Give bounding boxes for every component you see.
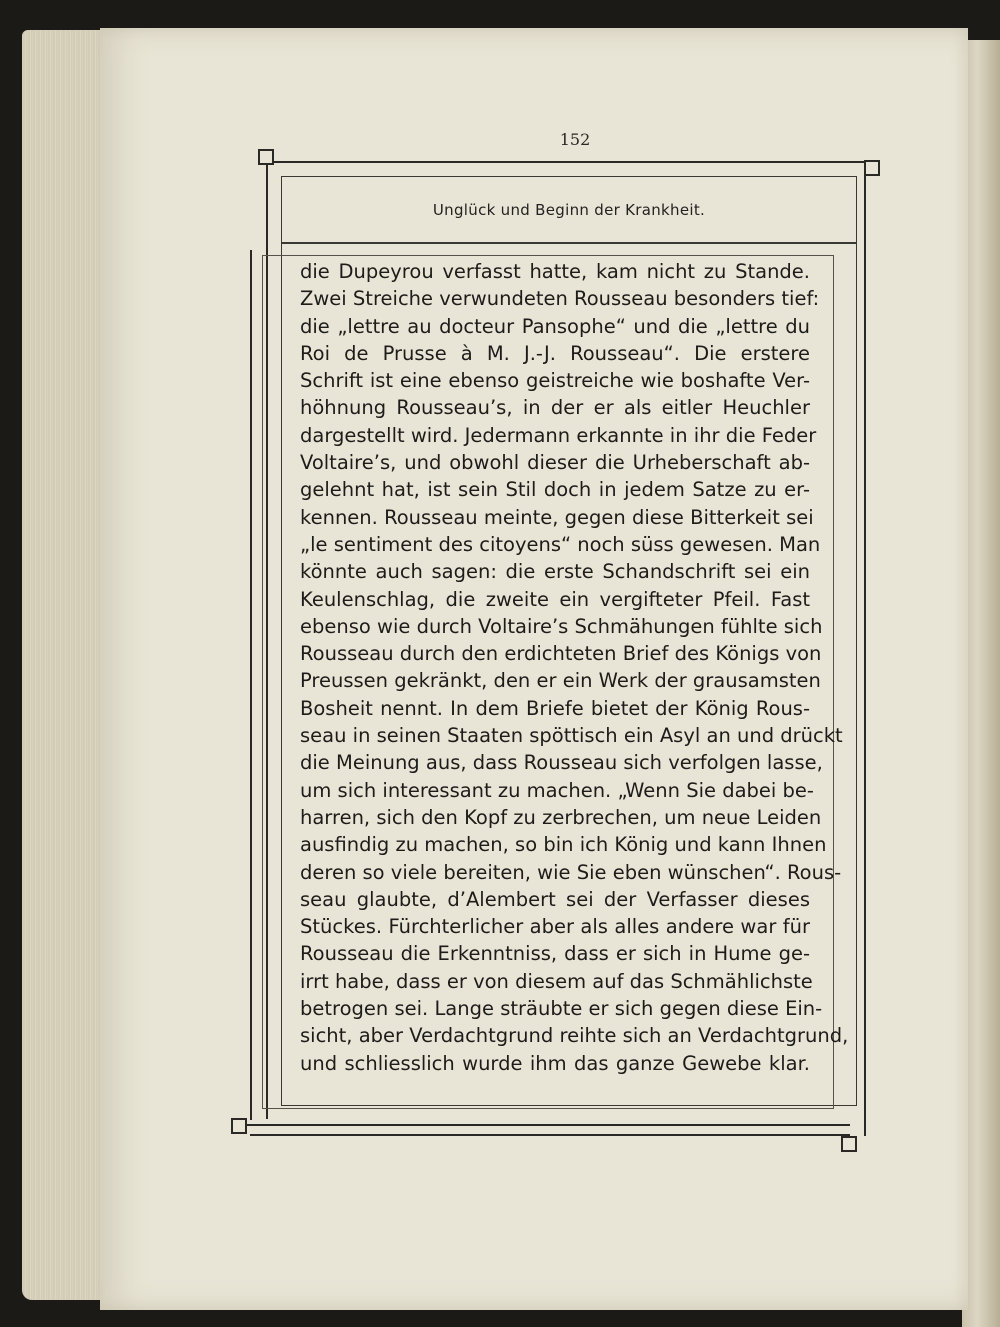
body-text: [300, 258, 849, 1077]
text-line: deren so viele bereiten, wie Sie eben wünschen“. Rous-: [300, 860, 842, 884]
text-line: dargestellt wird. Jedermann erkannte in ihr die Feder: [300, 423, 817, 447]
page-number: 152: [559, 130, 591, 149]
text-line: seau glaubte, d’Alembert sei der Verfasser dieses: [300, 887, 810, 911]
text-line: Rousseau die Erkenntniss, dass er sich in Hume ge-: [300, 942, 810, 966]
text-line: die Dupeyrou verfasst hatte, kam nicht zu Stande.: [300, 260, 810, 283]
text-line: Zwei Streiche verwundeten Rousseau besonders tief:: [300, 287, 820, 311]
running-head: Unglück und Beginn der Krankheit.: [432, 201, 706, 219]
text-line: Stückes. Fürchterlicher aber als alles andere war für: [300, 915, 810, 939]
frame-corner-top-left: [258, 149, 274, 165]
text-line: ebenso wie durch Voltaire’s Schmähungen fühlte sich: [300, 614, 823, 638]
text-line: um sich interessant zu machen. „Wenn Sie dabei be-: [300, 778, 814, 802]
frame-left-outer-line: [250, 250, 252, 1120]
text-line: die Meinung aus, dass Rousseau sich verfolgen lasse,: [300, 751, 823, 775]
frame-right-line: [864, 168, 866, 1136]
frame-top-line: [266, 161, 872, 163]
text-line: sicht, aber Verdachtgrund reihte sich an Verdachtgrund,: [300, 1024, 849, 1048]
frame-bottom-line: [238, 1124, 850, 1126]
text-line: Roi de Prusse à M. J.-J. Rousseau“. Die erstere: [300, 341, 810, 365]
text-line: seau in seinen Staaten spöttisch ein Asyl an und drückt: [300, 724, 843, 748]
text-line: gelehnt hat, ist sein Stil doch in jedem Satze zu er-: [300, 478, 810, 502]
text-line: und schliesslich wurde ihm das ganze Gewebe klar.: [300, 1051, 810, 1075]
frame-bottom-outer-line: [250, 1134, 850, 1136]
frame-corner-bottom-left: [231, 1118, 247, 1134]
text-line: Bosheit nennt. In dem Briefe bietet der König Rous-: [300, 696, 810, 720]
text-line: Preussen gekränkt, den er ein Werk der grausamsten: [300, 669, 821, 693]
text-line: kennen. Rousseau meinte, gegen diese Bitterkeit sei: [300, 505, 814, 529]
text-line: „le sentiment des citoyens“ noch süss gewesen. Man: [300, 532, 821, 556]
text-line: Voltaire’s, und obwohl dieser die Urheberschaft ab-: [300, 451, 810, 475]
text-line: irrt habe, dass er von diesem auf das Schmählichste: [300, 969, 813, 993]
text-line: harren, sich den Kopf zu zerbrechen, um neue Leiden: [300, 805, 822, 829]
text-line: Rousseau durch den erdichteten Brief des Königs von: [300, 642, 822, 666]
text-line: ausfindig zu machen, so bin ich König und kann Ihnen: [300, 833, 827, 857]
frame-corner-bottom-right: [841, 1136, 857, 1152]
text-line: könnte auch sagen: die erste Schandschrift sei ein: [300, 560, 810, 584]
text-line: Keulenschlag, die zweite ein vergifteter Pfeil. Fast: [300, 587, 810, 611]
running-head-box: [281, 176, 857, 244]
text-line: höhnung Rousseau’s, in der er als eitler Heuchler: [300, 396, 810, 420]
frame-corner-top-right: [864, 160, 880, 176]
text-line: Schrift ist eine ebenso geistreiche wie boshafte Ver-: [300, 369, 810, 393]
text-line: die „lettre au docteur Pansophe“ und die „lettre du: [300, 314, 810, 338]
text-line: betrogen sei. Lange sträubte er sich gegen diese Ein-: [300, 997, 823, 1021]
